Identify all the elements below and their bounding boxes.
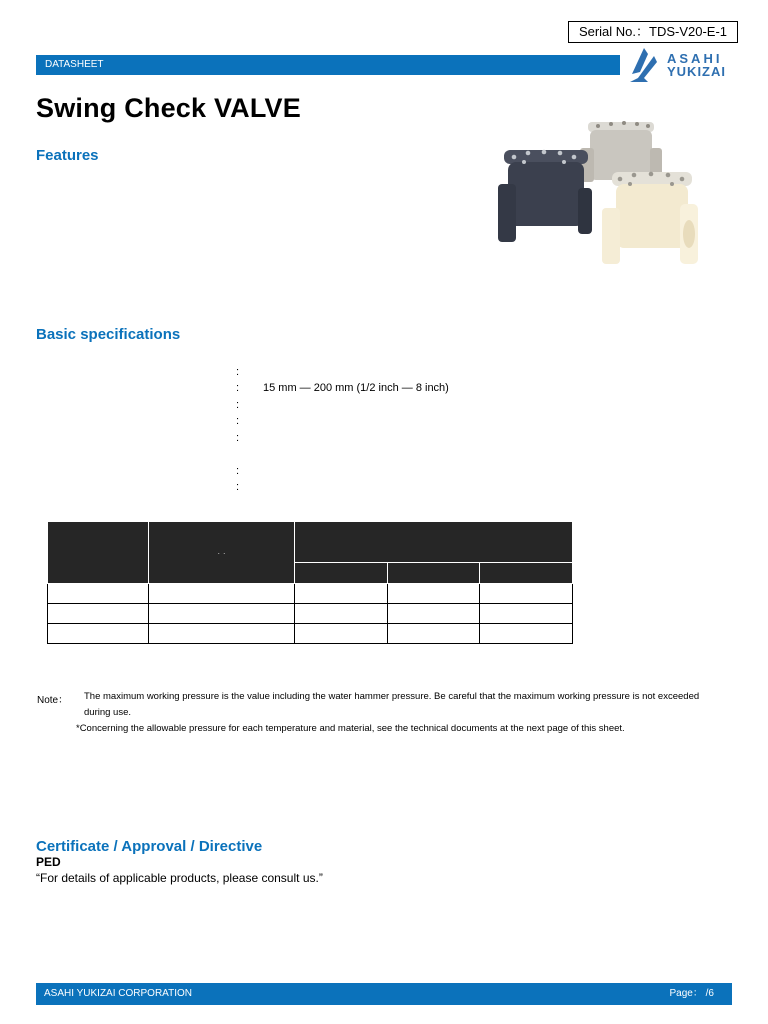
table-row <box>48 604 573 624</box>
footer-bar <box>36 983 732 1005</box>
page-title: Swing Check VALVE <box>36 93 301 123</box>
table-cell <box>295 624 388 644</box>
table-cell <box>48 584 149 604</box>
table-cell <box>388 604 480 624</box>
table-cell <box>149 584 295 604</box>
table-cell <box>295 584 388 604</box>
spec-colon: : <box>236 415 240 427</box>
footer-page-number: Page： /6 <box>669 988 714 999</box>
table-cell <box>295 604 388 624</box>
pressure-table <box>47 521 573 644</box>
note-allowable-pressure: *Concerning the allowable pressure for each temperature and material, see the technical documents at the next page of this sheet. <box>76 723 625 734</box>
spec-colon: : <box>236 399 240 411</box>
table-header-cell <box>48 522 149 584</box>
logo-line-yukizai: YUKIZAI <box>667 64 726 79</box>
datasheet-banner: DATASHEET <box>36 55 620 75</box>
note-label: Note： <box>37 695 69 706</box>
spec-colon: : <box>236 382 240 394</box>
table-cell <box>388 624 480 644</box>
table-header-cell <box>295 522 573 563</box>
product-photo <box>494 108 706 273</box>
spec-colon: : <box>236 366 240 378</box>
table-cell <box>480 624 573 644</box>
table-cell <box>48 624 149 644</box>
company-logo-text <box>667 52 726 78</box>
table-header-cell: · · <box>149 522 295 584</box>
spec-colon: : <box>236 432 240 444</box>
spec-colon: : <box>236 465 240 477</box>
footer-company: ASAHI YUKIZAI CORPORATION <box>44 988 192 999</box>
note-water-hammer: The maximum working pressure is the value including the water hammer pressure. Be careful that the maximum working pressure is not exceeded during use. <box>84 691 700 718</box>
table-cell <box>480 604 573 624</box>
features-heading: Features <box>36 147 99 164</box>
serial-number: Serial No.：TDS-V20-E-1 <box>568 21 738 43</box>
table-cell <box>149 624 295 644</box>
table-row <box>48 584 573 604</box>
spec-size-value: 15 mm — 200 mm (1/2 inch — 8 inch) <box>263 382 449 394</box>
table-subheader-cell <box>295 563 388 584</box>
table-cell <box>480 584 573 604</box>
asahi-logo-mark-icon <box>628 44 660 84</box>
table-cell <box>149 604 295 624</box>
table-subheader-cell <box>480 563 573 584</box>
basic-specifications-heading: Basic specifications <box>36 326 181 343</box>
table-cell <box>48 604 149 624</box>
table-cell <box>388 584 480 604</box>
consult-text: “For details of applicable products, please consult us.” <box>36 871 323 885</box>
logo-line-asahi: ASAHI <box>667 51 723 66</box>
table-row <box>48 624 573 644</box>
certificate-item-ped: PED <box>36 855 61 869</box>
table-subheader-cell <box>388 563 480 584</box>
certificate-heading: Certificate / Approval / Directive <box>36 838 263 855</box>
spec-colon: : <box>236 481 240 493</box>
